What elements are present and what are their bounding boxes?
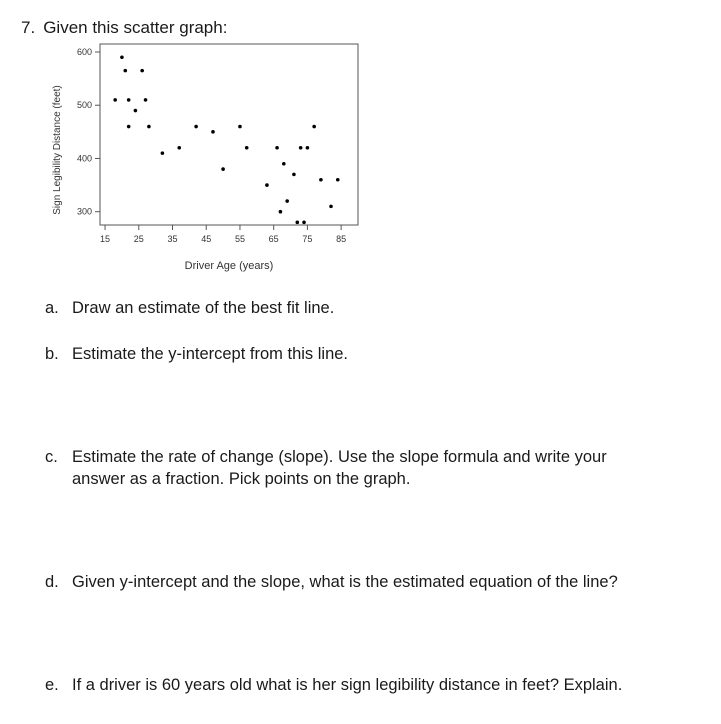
scatter-point: [238, 125, 242, 129]
part-c-letter: c.: [45, 448, 58, 466]
y-tick-label: 500: [76, 100, 92, 111]
x-tick-label: 65: [268, 234, 279, 244]
scatter-point: [285, 199, 289, 203]
scatter-point: [144, 98, 148, 102]
part-a-text: Draw an estimate of the best fit line.: [72, 299, 335, 317]
scatter-point: [127, 125, 131, 129]
part-b-text: Estimate the y-intercept from this line.: [72, 345, 349, 363]
part-e-letter: e.: [45, 676, 59, 694]
y-axis-label: Sign Legibility Distance (feet): [52, 85, 63, 215]
scatter-point: [306, 146, 310, 150]
scatter-point: [194, 125, 198, 129]
x-tick-label: 85: [336, 234, 347, 244]
x-tick-label: 55: [234, 234, 245, 244]
scatter-point: [275, 146, 279, 150]
x-tick-label: 35: [167, 234, 178, 244]
scatter-point: [147, 125, 151, 129]
part-c-text-block: [72, 446, 607, 490]
scatter-point: [177, 146, 181, 150]
scatter-point: [279, 210, 283, 214]
scatter-point: [265, 183, 269, 187]
scatter-points: [113, 56, 339, 225]
plot-frame: [100, 44, 358, 225]
scatter-point: [161, 151, 165, 155]
scatter-point: [211, 130, 215, 134]
scatter-point: [134, 109, 138, 113]
x-axis-label: Driver Age (years): [184, 260, 274, 272]
y-tick-label: 300: [76, 206, 92, 217]
part-d-text: Given y-intercept and the slope, what is the estimated equation of the line?: [72, 573, 618, 591]
x-tick-label: 75: [302, 234, 313, 244]
scatter-point: [312, 125, 316, 129]
part-d: [45, 571, 618, 593]
part-a: [45, 297, 334, 319]
scatter-point: [336, 178, 340, 182]
scatter-point: [120, 56, 124, 60]
scatter-point: [329, 205, 333, 209]
scatter-chart: [40, 36, 370, 276]
scatter-point: [245, 146, 249, 150]
scatter-point: [140, 69, 144, 73]
part-b: [45, 343, 348, 365]
scatter-point: [292, 173, 296, 177]
y-tick-label: 600: [76, 46, 92, 57]
scatter-point: [295, 221, 299, 225]
part-b-letter: b.: [45, 345, 59, 363]
x-tick-label: 25: [133, 234, 144, 244]
part-c-text-line2: answer as a fraction. Pick points on the graph.: [72, 470, 411, 488]
y-tick-label: 400: [76, 153, 92, 164]
scatter-point: [127, 98, 131, 102]
scatter-point: [299, 146, 303, 150]
scatter-point: [302, 221, 306, 225]
part-e: [45, 674, 622, 696]
part-c-text-line1: Estimate the rate of change (slope). Use the slope formula and write your: [72, 448, 607, 466]
y-axis: [77, 47, 100, 217]
scatter-point: [282, 162, 286, 166]
scatter-point: [123, 69, 127, 73]
scatter-point: [113, 98, 117, 102]
x-tick-label: 15: [100, 234, 111, 244]
scatter-point: [319, 178, 323, 182]
x-axis: [100, 225, 346, 244]
question-number: 7.: [21, 18, 36, 37]
part-a-letter: a.: [45, 299, 59, 317]
part-e-text: If a driver is 60 years old what is her sign legibility distance in feet? Explain.: [72, 676, 623, 694]
x-tick-label: 45: [201, 234, 212, 244]
question-title: Given this scatter graph:: [43, 18, 228, 37]
scatter-point: [221, 167, 225, 171]
question-heading: [21, 18, 227, 38]
part-d-letter: d.: [45, 573, 59, 591]
part-c: [45, 446, 607, 490]
